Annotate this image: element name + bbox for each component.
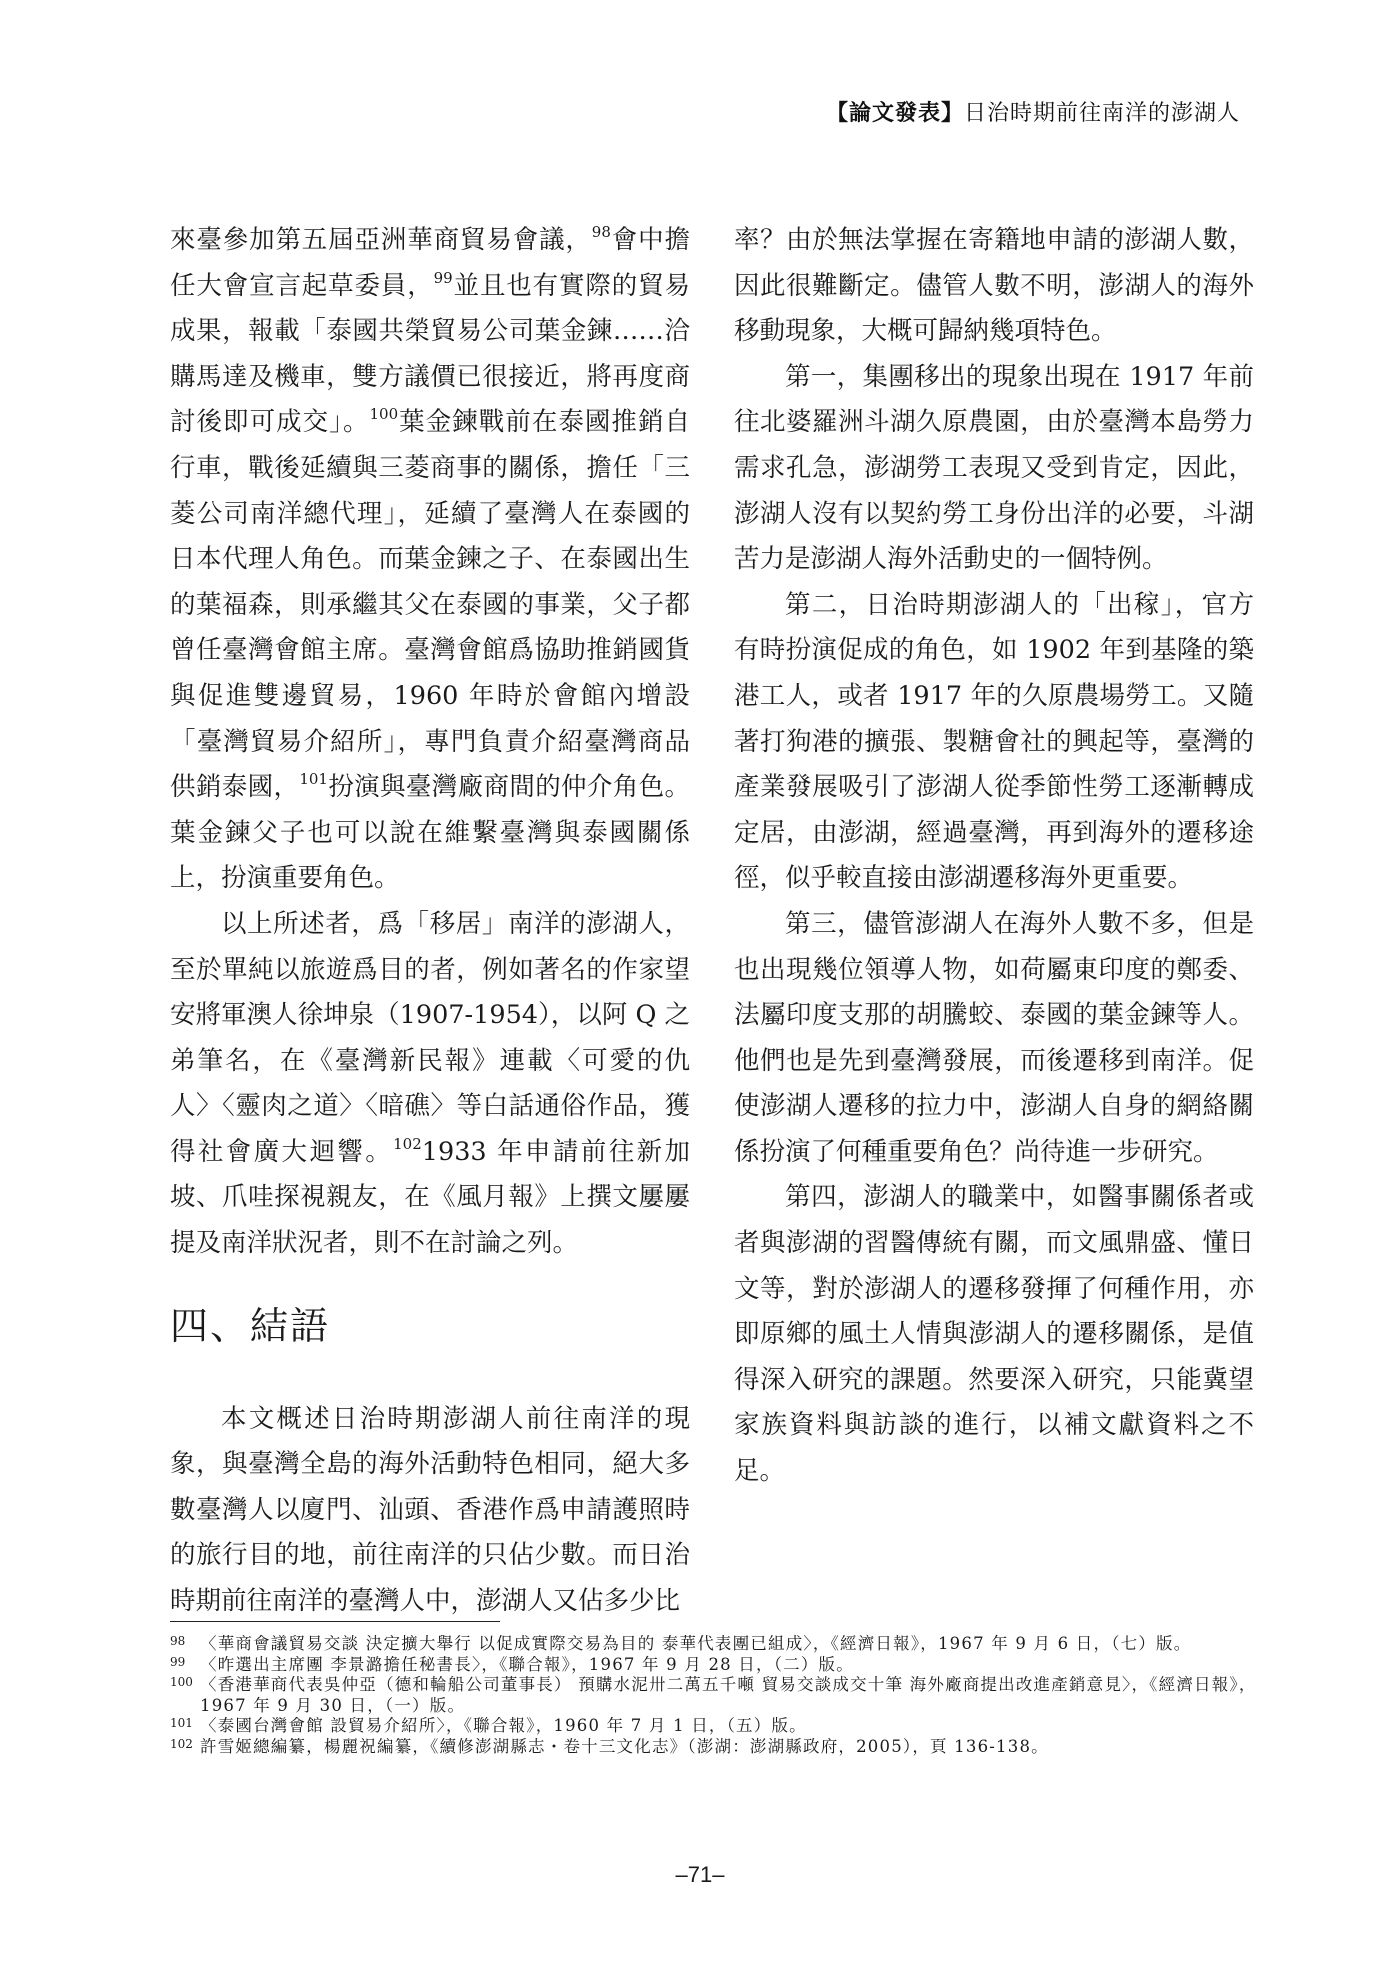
footnote-number: 100 bbox=[170, 1675, 193, 1689]
paragraph bbox=[170, 902, 690, 1267]
footnote bbox=[170, 1737, 1260, 1758]
footnote-ref[interactable]: 100 bbox=[369, 405, 399, 424]
footnote-number: 99 bbox=[170, 1654, 186, 1669]
footnote-number: 101 bbox=[170, 1716, 193, 1730]
footnote-ref[interactable]: 99 bbox=[433, 268, 453, 287]
running-header bbox=[826, 96, 1240, 127]
footnote bbox=[170, 1675, 1260, 1716]
footnote-text: 〈華商會議貿易交談 決定擴大舉行 以促成實際交易為目的 泰華代表團已組成〉，《經濟日報》，1967 年 9 月 6 日，（七）版。 bbox=[200, 1634, 1192, 1653]
footnote bbox=[170, 1655, 1260, 1676]
paragraph-text: 以上所述者，爲「移居」南洋的澎湖人，至於單純以旅遊爲目的者，例如著名的作家望安將軍澳人徐坤泉（1907-1954），以阿 Q 之弟筆名，在《臺灣新民報》連載〈可愛的仇人〉〈靈肉之道〉〈暗礁〉等白話通俗作品，獲得社會廣大迴響。 bbox=[170, 908, 690, 1167]
paragraph-text: 葉金鍊戰前在泰國推銷自行車，戰後延續與三菱商事的關係，擔任「三菱公司南洋總代理」，延續了臺灣人在泰國的日本代理人角色。而葉金鍊之子、在泰國出生的葉福森，則承繼其父在泰國的事業，父子都曾任臺灣會館主席。臺灣會館爲協助推銷國貨與促進雙邊貿易，1960 年時於會館內增設「臺灣貿易介紹所」，專門負責介紹臺灣商品供銷泰國， bbox=[170, 407, 690, 803]
left-column bbox=[170, 218, 690, 1625]
right-column bbox=[734, 218, 1254, 1495]
paragraph: 本文概述日治時期澎湖人前往南洋的現象，與臺灣全島的海外活動特色相同，絕大多數臺灣人以廈門、汕頭、香港作爲申請護照時的旅行目的地，前往南洋的只佔少數。而日治時期前往南洋的臺灣人中，澎湖人又佔多少比 bbox=[170, 1403, 690, 1617]
paragraph bbox=[170, 218, 690, 902]
footnote-text: 〈昨選出主席團 李景潞擔任秘書長〉，《聯合報》，1967 年 9 月 28 日，（二）版。 bbox=[200, 1654, 854, 1674]
section-heading: 四、結語 bbox=[170, 1303, 331, 1348]
footnote-number: 102 bbox=[170, 1736, 193, 1751]
footnotes bbox=[170, 1634, 1260, 1757]
paragraph-text: 來臺參加第五屆亞洲華商貿易會議， bbox=[170, 225, 592, 255]
header-article-title: 日治時期前往南洋的澎湖人 bbox=[963, 101, 1240, 126]
paragraph-text: 扮演與臺灣廠商間的仲介角色。葉金鍊父子也可以說在維繫臺灣與泰國關係上，扮演重要角色。 bbox=[170, 772, 690, 894]
page-number: –71– bbox=[675, 1862, 725, 1887]
paragraph: 第三，儘管澎湖人在海外人數不多，但是也出現幾位領導人物，如荷屬東印度的鄭委、法屬印度支那的胡騰蛟、泰國的葉金鍊等人。他們也是先到臺灣發展，而後遷移到南洋。促使澎湖人遷移的拉力中，澎湖人自身的網絡關係扮演了何種重要角色？尚待進一步研究。 bbox=[734, 908, 1254, 1167]
paragraph-text: 1933 年申請前往新加坡、爪哇探視親友，在《風月報》上撰文屢屢提及南洋狀況者，則不在討論之列。 bbox=[170, 1136, 690, 1259]
paragraph-text: 並且也有實際的貿易成果，報載「泰國共榮貿易公司葉金鍊……洽購馬達及機車，雙方議價已很接近，將再度商討後即可成交」。 bbox=[170, 270, 690, 438]
paragraph: 第二，日治時期澎湖人的「出稼」，官方有時扮演促成的角色，如 1902 年到基隆的築港工人，或者 1917 年的久原農場勞工。又隨著打狗港的擴張、製糖會社的興起等，臺灣的產業發展吸引了澎湖人從季節性勞工逐漸轉成定居，由澎湖，經過臺灣，再到海外的遷移途徑，似乎較直接由澎湖遷移海外更重要。 bbox=[734, 589, 1254, 894]
paragraph: 率？由於無法掌握在寄籍地申請的澎湖人數，因此很難斷定。儘管人數不明，澎湖人的海外移動現象，大概可歸納幾項特色。 bbox=[734, 225, 1254, 347]
paragraph-text: 會中擔任大會宣言起草委員， bbox=[170, 225, 690, 301]
footnote-text: 許雪姬總編纂，楊麗祝編纂，《續修澎湖縣志・卷十三文化志》（澎湖：澎湖縣政府，2005），頁 136-138。 bbox=[200, 1736, 1049, 1756]
paragraph: 第四，澎湖人的職業中，如醫事關係者或者與澎湖的習醫傳統有關，而文風鼎盛、懂日文等，對於澎湖人的遷移發揮了何種作用，亦即原鄉的風土人情與澎湖人的遷移關係，是值得深入研究的課題。然要深入研究，只能冀望家族資料與訪談的進行，以補文獻資料之不足。 bbox=[734, 1182, 1254, 1487]
footnote-divider bbox=[170, 1621, 500, 1622]
footnote-ref[interactable]: 102 bbox=[393, 1134, 422, 1153]
footnote bbox=[170, 1716, 1260, 1737]
header-section-tag: 【論文發表】 bbox=[825, 101, 964, 126]
footnote-ref[interactable]: 98 bbox=[591, 223, 611, 241]
footnote bbox=[170, 1634, 1260, 1655]
footnote-text: 〈泰國台灣會館 設貿易介紹所〉，《聯合報》，1960 年 7 月 1 日，（五）版。 bbox=[200, 1716, 807, 1735]
footnote-text: 〈香港華商代表吳仲亞（德和輪船公司董事長） 預購水泥卅二萬五千噸 貿易交談成交十筆 海外廠商提出改進產銷意見〉，《經濟日報》，1967 年 9 月 30 日，（一）版。 bbox=[200, 1675, 1257, 1715]
footnote-ref[interactable]: 101 bbox=[299, 770, 328, 789]
paragraph: 第一，集團移出的現象出現在 1917 年前往北婆羅洲斗湖久原農園，由於臺灣本島勞力需求孔急，澎湖勞工表現又受到肯定，因此，澎湖人沒有以契約勞工身份出洋的必要，斗湖苦力是澎湖人海外活動史的一個特例。 bbox=[734, 361, 1254, 575]
footnote-number: 98 bbox=[170, 1634, 186, 1648]
